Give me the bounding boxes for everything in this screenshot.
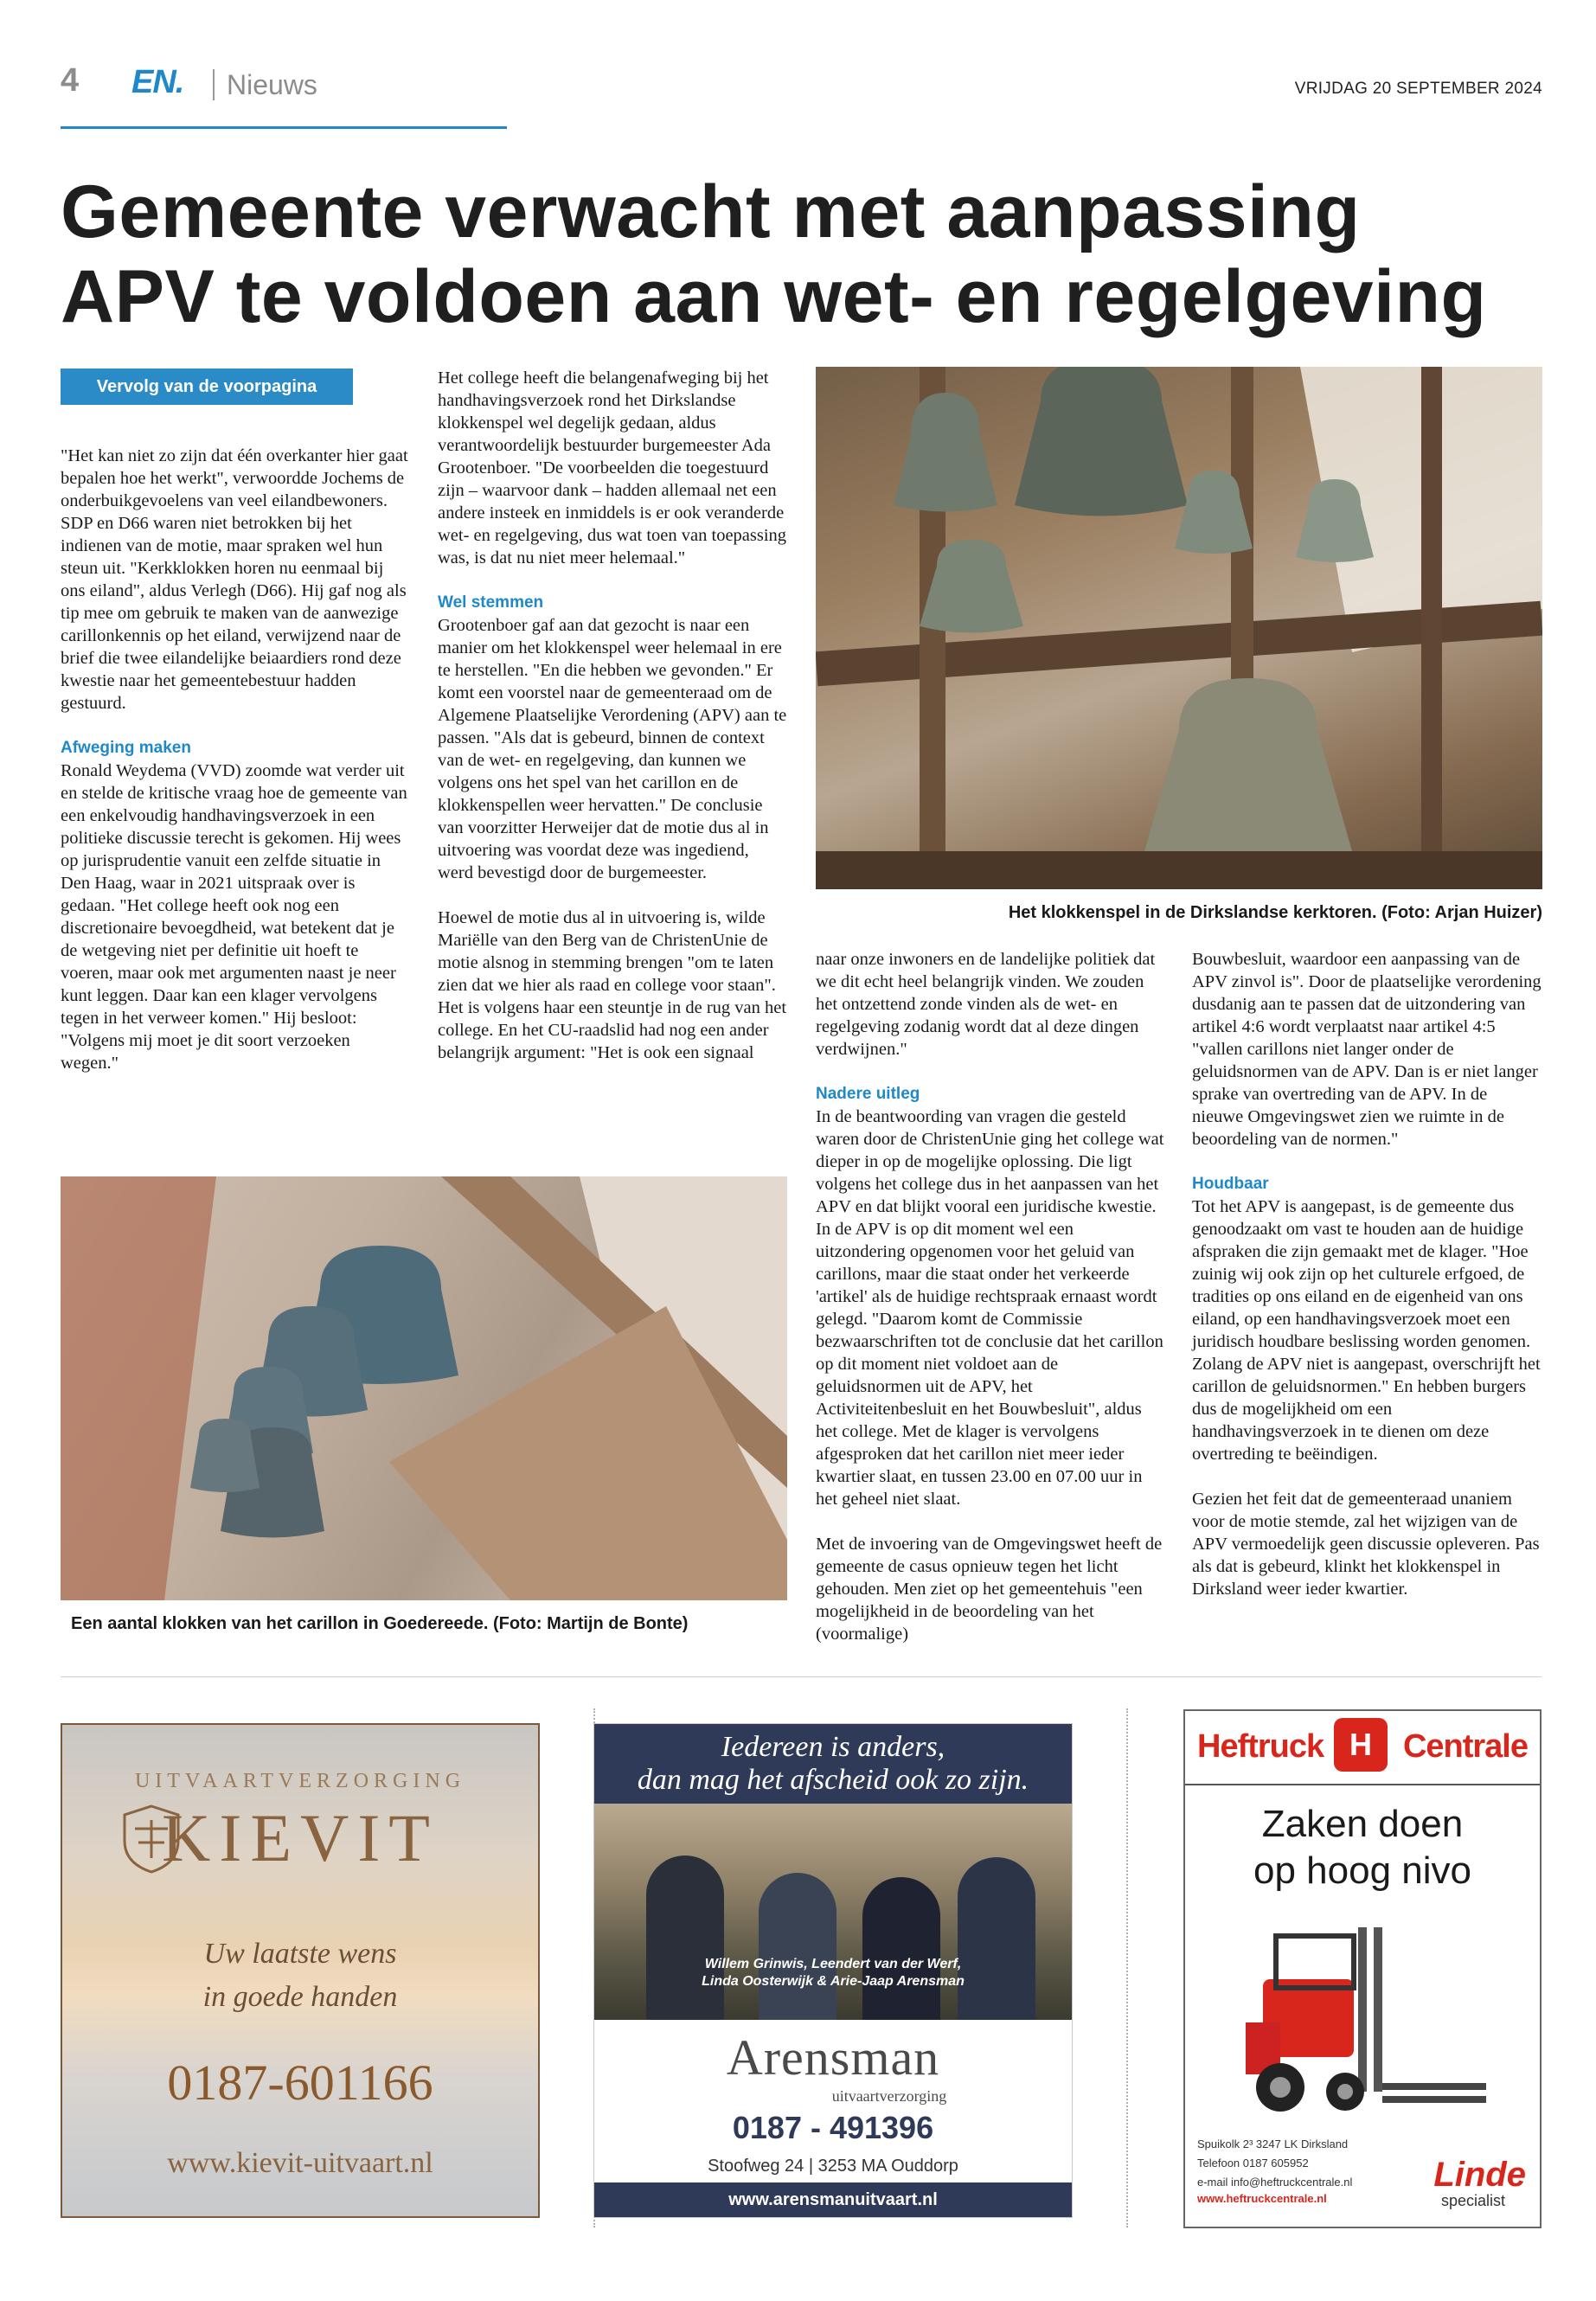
continued-tag: Vervolg van de voorpagina bbox=[61, 369, 353, 405]
paragraph: "Het kan niet zo zijn dat één overkanter hier gaat bepalen hoe het werkt", verwoordde Jochems de onderbuikgevoelens van veel eilandbewoners. SDP en D66 waren niet betrokken bij het indienen van de motie, maar spraken wel hun steun uit. "Kerkklokken horen nu eenmaal bij ons eiland", aldus Verlegh (D66). Hij gaf nog als tip mee om gebruik te maken van de aanwezige carillonkennis op het eiland, verwijzend naar de brief die twee eilandelijke beiaardiers rond deze kwestie naar het gemeentebestuur hadden gestuurd. bbox=[61, 446, 408, 713]
ad-arensman-brand: Arensman bbox=[726, 2029, 940, 2086]
paragraph: Tot het APV is aangepast, is de gemeente dus genoodzaakt om vast te houden aan de huidige afspraken die zijn gemaakt met de klager. "Hoe zuinig wij ook zijn op het culturele erfgoed, de tradities op ons eiland en de eigenheid van ons eiland, op een handhavingsverzoek moet een juridisch houdbare beslissing worden genomen. Zolang de APV niet is aangepast, overschrijft het carillon de geluidsnormen." En hebben burgers dus de mogelijkheid om een handhavingsverzoek in te dienen om deze overtreding te beëindigen. bbox=[1192, 1197, 1541, 1464]
address-line: e-mail info@heftruckcentrale.nl bbox=[1197, 2176, 1353, 2189]
ad-arensman-phone: 0187 - 491396 bbox=[732, 2110, 934, 2145]
person-figure bbox=[759, 1873, 836, 2020]
publication-logo: EN. bbox=[131, 64, 184, 100]
article-column-4 bbox=[1192, 948, 1542, 1623]
paragraph: Het college heeft die belangenafweging bij het handhavingsverzoek rond het Dirkslandse klokkenspel wel degelijk gedaan, aldus verantwoordelijk bestuurder burgemeester Ada Grootenboer. "De voorbeelden die toegestuurd zijn – waarvoor dank – hadden allemaal net een andere insteek en inmiddels is er ook veranderde wet- en regelgeving, dus wat toen van toepassing was, is dat nu niet meer helemaal." bbox=[438, 369, 787, 567]
paragraph: Bouwbesluit, waardoor een aanpassing van de APV zinvol is". Door de plaatselijke verordening dusdanig aan te passen dat de uitzondering van artikel 4:6 wordt verplaatst naar artikel 4:5 "vallen carillons niet langer onder de geluidsnormen van de APV. Dan is er niet langer sprake van overtreding van de APV. In de nieuwe Omgevingswet zien we ruimte in de beoordeling van de normen." bbox=[1192, 950, 1542, 1149]
slogan-line: Zaken doen bbox=[1261, 1803, 1464, 1845]
ad-heftruck-slogan bbox=[1185, 1801, 1540, 1894]
issue-date: VRIJDAG 20 SEPTEMBER 2024 bbox=[1294, 80, 1542, 98]
address-line: Spuikolk 2³ 3247 LK Dirksland bbox=[1197, 2138, 1349, 2150]
ad-kievit-tagline bbox=[62, 1932, 538, 2019]
ad-arensman-slogan-1: Iedereen is anders, bbox=[721, 1731, 945, 1763]
photo-caption: Een aantal klokken van het carillon in Goedereede. (Foto: Martijn de Bonte) bbox=[71, 1614, 689, 1633]
linde-specialist-label: specialist bbox=[1440, 2192, 1505, 2209]
article-column-2 bbox=[438, 367, 787, 1086]
paragraph: Hoewel de motie dus al in uitvoering is, wilde Mariëlle van den Berg van de ChristenUnie de motie alsnog in stemming brengen "om te laten zien dat we hier als raad en college voor staan". Het is volgens haar een steuntje in de rug van het college. En het CU-raadslid had nog een ander belangrijk argument: "Het is ook een signaal bbox=[438, 908, 787, 1062]
paragraph: In de beantwoording van vragen die gesteld waren door de ChristenUnie ging het college wat dieper in op de mogelijke oplossing. Die ligt volgens het college dus in het aanpassen van het APV en dat blijkt vooral een juridische kwestie. In de APV is op dit moment wel een uitzondering opgenomen voor het geluid van carillons, maar die staat onder het verkeerde 'artikel' als de huidige rechtspraak ernaast wordt gelegd. "Daarom komt de Commissie bezwaarschriften tot de conclusie dat het carillon op dit moment niet voldoet aan de geluidsnormen uit de APV, het Activiteitenbesluit en het Bouwbesluit", aldus het college. Met de klager is vervolgens afgesproken dat het carillon niet meer ieder kwartier slaat, en tussen 23.00 en 07.00 uur in het geheel niet slaat. bbox=[816, 1107, 1164, 1509]
header-divider bbox=[213, 69, 215, 100]
slogan-line: op hoog nivo bbox=[1253, 1849, 1471, 1892]
bell-icon bbox=[190, 1419, 260, 1492]
bells-illustration bbox=[816, 367, 1542, 889]
ad-separator bbox=[1126, 1708, 1128, 2227]
ad-heftruck-brand-left: Heftruck bbox=[1197, 1728, 1324, 1765]
carillon-photo-goedereede bbox=[61, 1176, 787, 1600]
subheading: Wel stemmen bbox=[438, 593, 544, 612]
heftruck-logo-icon: H bbox=[1334, 1718, 1388, 1772]
ad-arensman-subtitle: uitvaartverzorging bbox=[831, 2087, 947, 2105]
article-column-1 bbox=[61, 445, 410, 1097]
headline-line-1: Gemeente verwacht met aanpassing bbox=[61, 170, 1361, 253]
ad-arensman[interactable] bbox=[593, 1723, 1073, 2218]
section-title: Nieuws bbox=[227, 69, 317, 100]
ad-heftruck-website[interactable]: www.heftruckcentrale.nl bbox=[1197, 2192, 1327, 2205]
ad-kievit-website[interactable]: www.kievit-uitvaart.nl bbox=[167, 2147, 433, 2179]
article-headline bbox=[61, 170, 1531, 339]
paragraph: Met de invoering van de Omgevingswet heeft de gemeente de casus opnieuw tegen het licht gehouden. Men ziet op het gemeentehuis "een mogelijkheid in de beoordeling van het (voormalige) bbox=[816, 1535, 1163, 1644]
forklift-icon bbox=[1228, 1919, 1497, 2126]
ad-section-rule bbox=[61, 1676, 1542, 1677]
ad-arensman-names bbox=[594, 1956, 1072, 1990]
address-line: Telefoon 0187 605952 bbox=[1197, 2157, 1309, 2170]
tagline-line: Uw laatste wens bbox=[203, 1938, 397, 1970]
linde-logo: Linde bbox=[1433, 2156, 1526, 2194]
tagline-line: in goede handen bbox=[202, 1981, 398, 2013]
ad-heftruck-centrale[interactable] bbox=[1183, 1709, 1542, 2228]
ad-kievit-subtitle: UITVAARTVERZORGING bbox=[134, 1770, 466, 1792]
header-rule bbox=[61, 126, 507, 129]
person-figure bbox=[958, 1857, 1035, 2020]
carillon-illustration bbox=[61, 1176, 787, 1600]
ad-heftruck-divider bbox=[1185, 1784, 1540, 1785]
paragraph: Gezien het feit dat de gemeenteraad unaniem voor de motie stemde, zal het wijzigen van de APV vermoedelijk geen discussie opleveren. Pas als dat is gebeurd, klinkt het klokkenspel in Dirksland weer ieder kwartier. bbox=[1192, 1490, 1540, 1599]
ad-heftruck-address bbox=[1197, 2135, 1405, 2192]
names-line: Linda Oosterwijk & Arie-Jaap Arensman bbox=[702, 1974, 965, 1989]
subheading: Afweging maken bbox=[61, 739, 191, 757]
ad-kievit-name: KIEVIT bbox=[162, 1800, 439, 1875]
page-number: 4 bbox=[61, 62, 80, 99]
headline-line-2: APV te voldoen aan wet- en regelgeving bbox=[61, 255, 1487, 338]
ad-arensman-website[interactable]: www.arensmanuitvaart.nl bbox=[594, 2182, 1072, 2217]
ad-arensman-logo bbox=[594, 2029, 1072, 2086]
ad-arensman-slogan-2: dan mag het afscheid ook zo zijn. bbox=[637, 1764, 1029, 1796]
article-column-3 bbox=[816, 948, 1165, 1668]
subheading: Nadere uitleg bbox=[816, 1085, 920, 1103]
bells-photo-dirksland bbox=[816, 367, 1542, 889]
person-figure bbox=[862, 1877, 940, 2020]
ad-heftruck-brand-right: Centrale bbox=[1402, 1728, 1528, 1765]
names-line: Willem Grinwis, Leendert van der Werf, bbox=[704, 1957, 962, 1971]
subheading: Houdbaar bbox=[1192, 1175, 1269, 1193]
person-figure bbox=[646, 1856, 724, 2020]
ad-arensman-address: Stoofweg 24 | 3253 MA Ouddorp bbox=[708, 2157, 958, 2176]
paragraph: Grootenboer gaf aan dat gezocht is naar een manier om het klokkenspel weer helemaal in ere te herstellen. "En die hebben we gevonden." Er komt een voorstel naar de gemeenteraad om de Algemene Plaatselijke Verordening (APV) aan te passen. "Als dat is gebeurd, binnen de context van de wet- en regelgeving, dan kunnen we volgens ons het spel van het carillon en de klokkenspellen weer hervatten." De conclusie van voorzitter Herweijer dat de motie dus al in uitvoering was voordat deze was ingediend, werd bevestigd door de burgemeester. bbox=[438, 616, 787, 882]
paragraph: Ronald Weydema (VVD) zoomde wat verder uit en stelde de kritische vraag hoe de gemeente van een enkelvoudig handhavingsverzoek in een politieke discussie terecht is gekomen. Hij wees op jurisprudentie vanuit een zelfde situatie in Den Haag, waar in 2021 uitspraak over is gedaan. "Het college heeft ook nog een discretionaire bevoegdheid, wat betekent dat je de wetgeving niet per definitie uit hoeft te voeren, maar ook met argumenten naast je neer kunt leggen. Daar kan een klager vervolgens tegen in het verweer komen." Hij besloot: "Volgens mij moet je dit soort verzoeken wegen." bbox=[61, 761, 407, 1073]
paragraph: naar onze inwoners en de landelijke politiek dat we dit echt heel belangrijk vinden. We zouden het ontzettend zonde vinden als de wet- en regelgeving zodanig wordt dat al deze dingen verdwijnen." bbox=[816, 950, 1156, 1059]
ad-kievit-phone: 0187-601166 bbox=[167, 2054, 433, 2111]
photo-caption: Het klokkenspel in de Dirkslandse kerktoren. (Foto: Arjan Huizer) bbox=[1008, 903, 1542, 922]
ad-kievit[interactable] bbox=[61, 1723, 540, 2218]
